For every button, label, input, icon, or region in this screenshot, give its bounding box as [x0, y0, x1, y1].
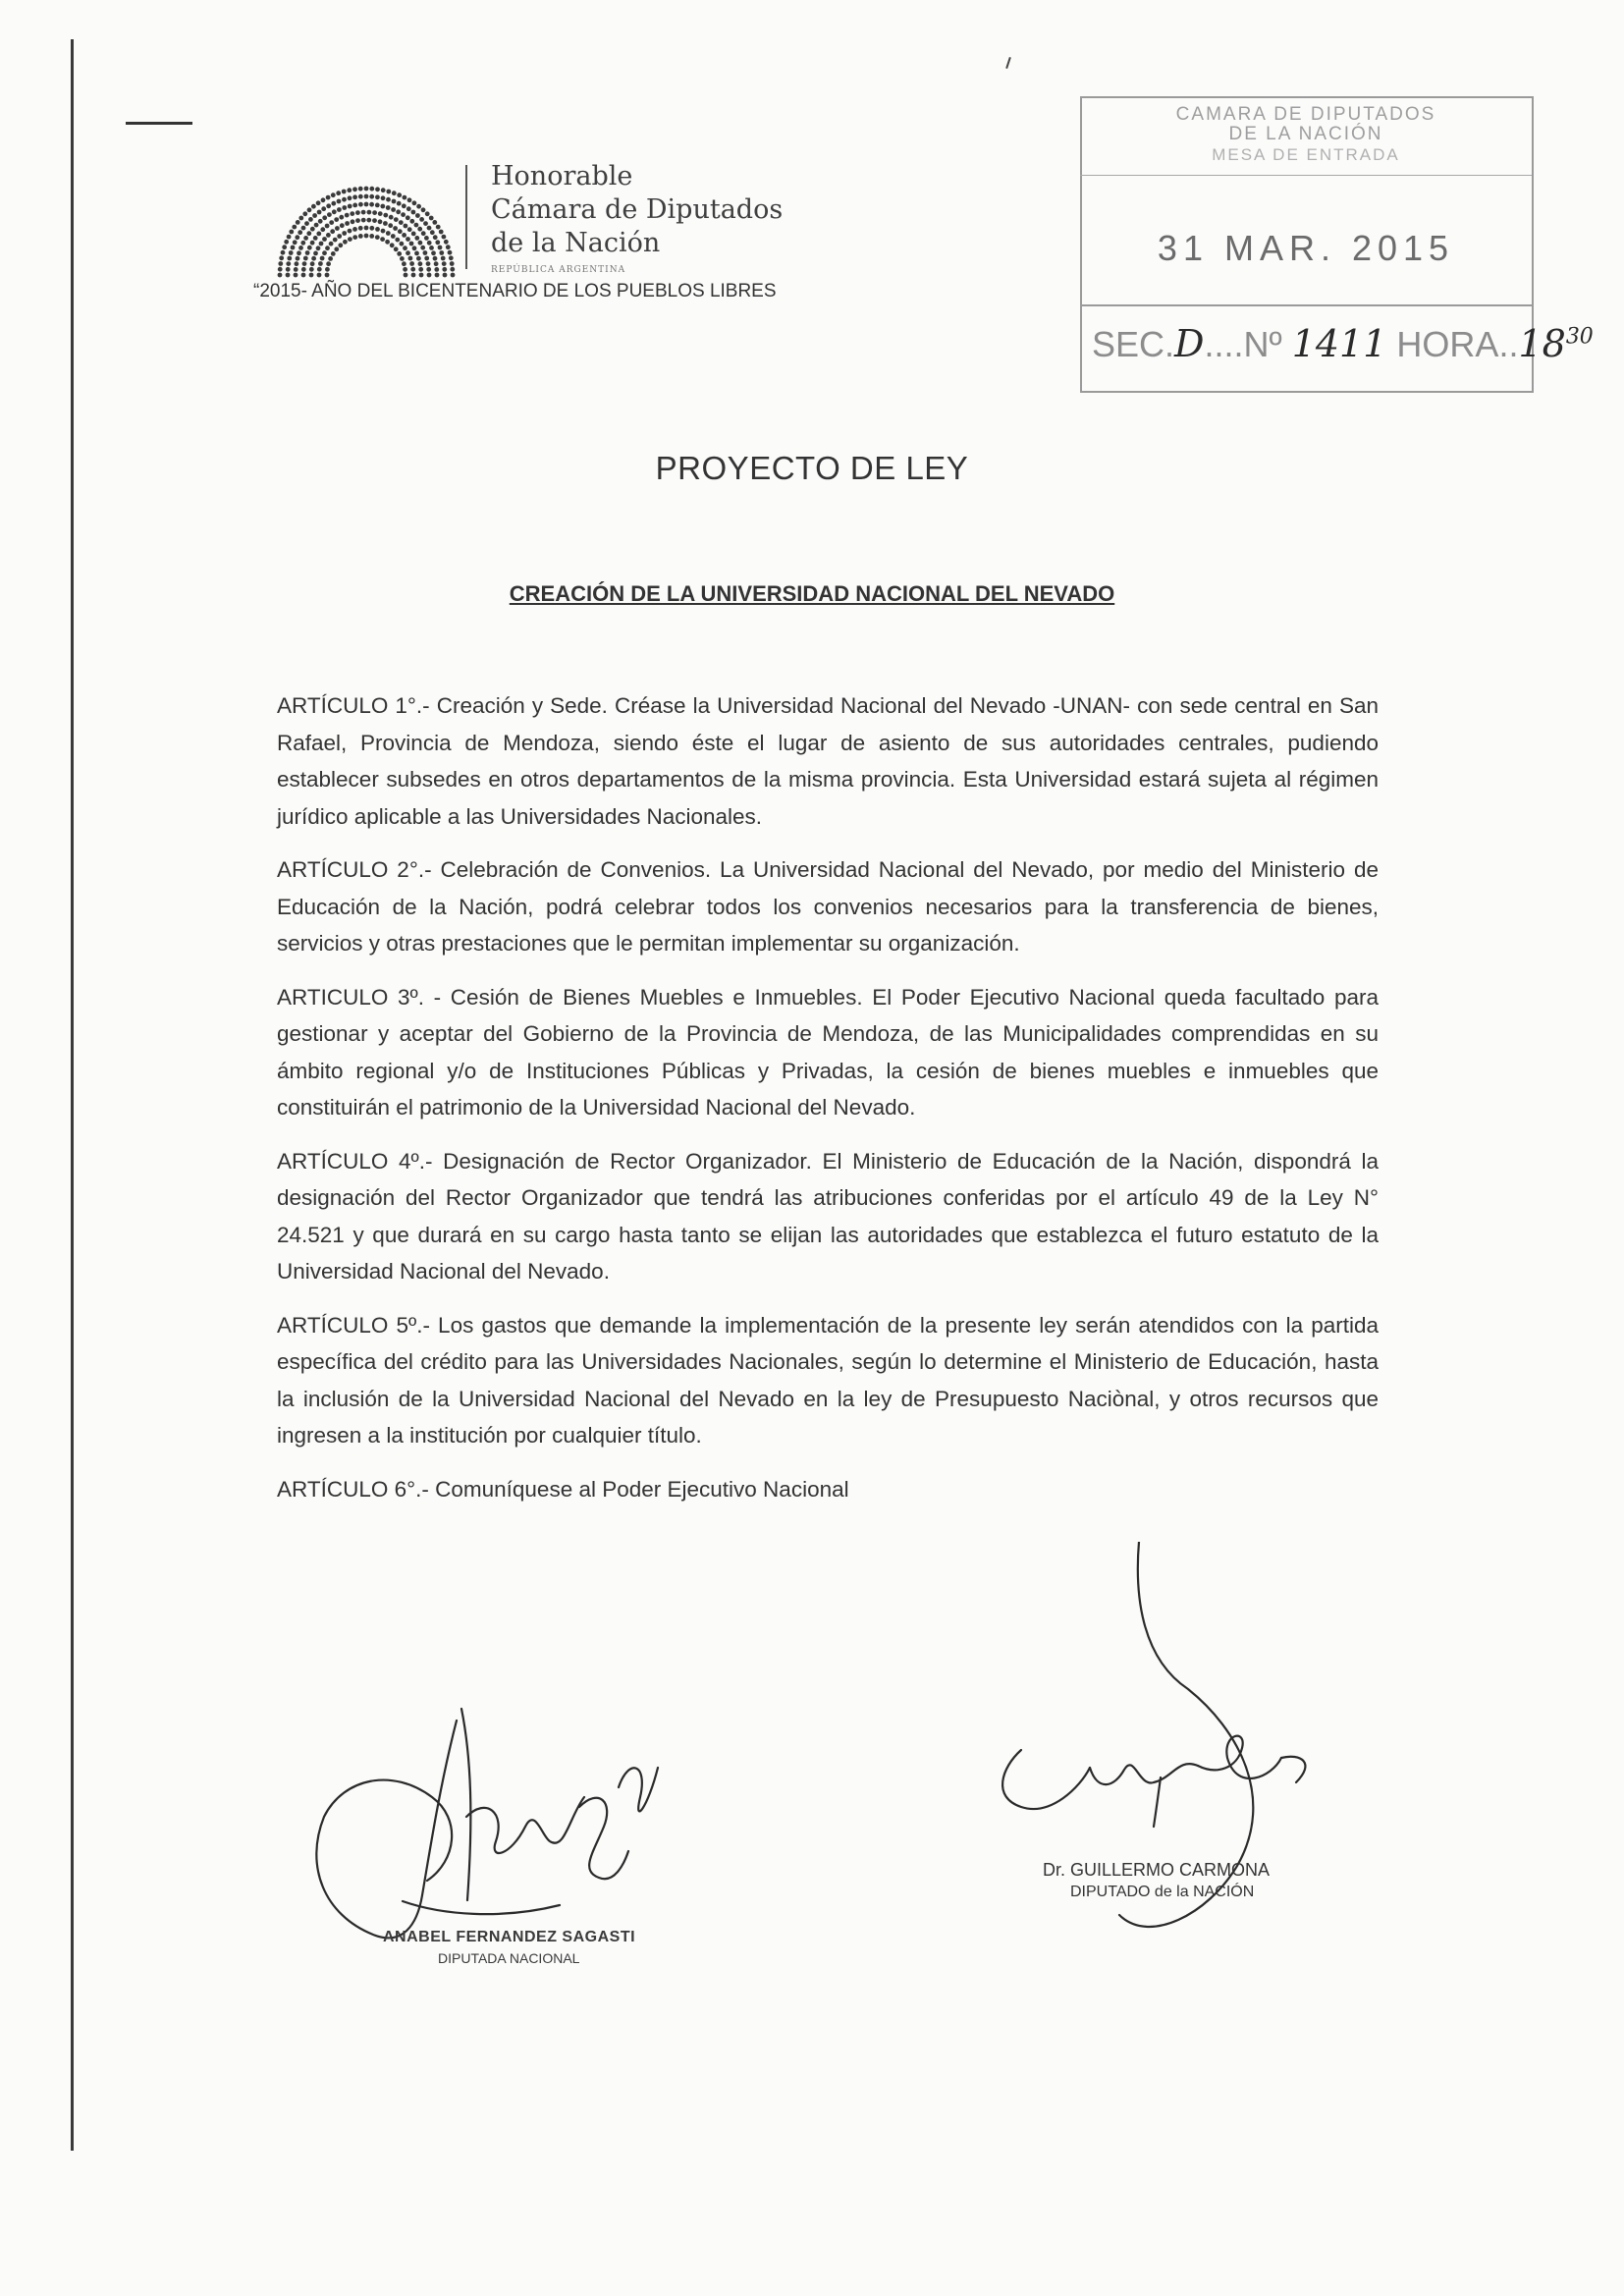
dome-dot: [369, 234, 374, 239]
dome-dot: [345, 221, 350, 226]
dome-dot: [388, 223, 393, 228]
dome-dot: [409, 219, 414, 224]
dome-dot: [287, 235, 292, 240]
dome-dot: [378, 211, 383, 216]
dome-dot: [340, 223, 345, 228]
dome-dot: [426, 261, 431, 266]
scan-mark: [126, 122, 192, 125]
scan-mark: [1005, 57, 1011, 69]
dome-dot: [380, 204, 385, 209]
dome-dot: [301, 267, 306, 272]
dome-dot: [358, 226, 363, 231]
logo-divider: [465, 165, 467, 269]
stamp-rule: [1080, 304, 1532, 306]
dome-dot: [331, 251, 336, 256]
dome-dot: [433, 235, 438, 240]
dome-dot: [298, 230, 302, 235]
dome-dot: [332, 209, 337, 214]
dome-dot: [435, 273, 440, 278]
dome-dot: [385, 240, 390, 245]
document-subtitle: CREACIÓN DE LA UNIVERSIDAD NACIONAL DEL NEVADO: [509, 581, 1115, 606]
dome-dot: [311, 256, 316, 261]
dome-dot: [369, 202, 374, 207]
dome-dot: [406, 215, 410, 220]
dome-dot: [295, 235, 299, 240]
dome-dot: [419, 217, 424, 222]
dome-dot: [333, 238, 338, 243]
dome-dot: [337, 234, 342, 239]
dome-dot: [303, 256, 308, 261]
dome-dot: [348, 237, 352, 242]
stamp-registry-line: SEC.D....Nº 1411 HORA..18$^{30}$: [1092, 322, 1594, 365]
dome-dot: [417, 227, 422, 232]
dome-dot: [313, 251, 318, 256]
dome-dot: [331, 192, 336, 197]
dome-dot: [320, 227, 325, 232]
dome-dot: [322, 215, 327, 220]
dome-dot: [450, 267, 455, 272]
dome-dot: [286, 261, 291, 266]
dome-dot: [418, 241, 423, 246]
dome-dot: [308, 217, 313, 222]
dome-dot: [350, 211, 354, 216]
dome-dot: [369, 194, 374, 199]
dome-dot: [375, 187, 380, 191]
dome-dot: [358, 187, 363, 191]
year-motto: “2015- AÑO DEL BICENTENARIO DE LOS PUEBLOS LIBRES: [253, 281, 777, 301]
dome-dot: [326, 203, 331, 208]
dome-dot: [409, 261, 414, 266]
dome-dot: [415, 213, 420, 218]
stamp-heading: MESA DE ENTRADA: [1212, 145, 1400, 164]
chamber-logo: [273, 145, 784, 289]
dome-dot: [448, 250, 453, 255]
dome-dot: [287, 256, 292, 261]
dome-dot: [401, 212, 406, 217]
signer-right-role: DIPUTADO de la NACIÓN: [1070, 1884, 1255, 1900]
dome-dot: [301, 226, 306, 231]
dome-dot: [310, 261, 315, 266]
dome-dot: [418, 261, 423, 266]
signer-left-name: ANABEL FERNANDEZ SAGASTI: [383, 1929, 636, 1945]
dome-dot: [416, 256, 421, 261]
dome-dot: [326, 233, 331, 238]
dome-dot: [337, 199, 342, 204]
dome-dot: [378, 219, 383, 224]
dome-dot: [355, 218, 360, 223]
dome-dot: [442, 267, 447, 272]
dome-dot: [410, 267, 415, 272]
dome-dot: [443, 273, 448, 278]
dome-dot: [427, 241, 432, 246]
dome-dot: [403, 246, 407, 250]
dome-dot: [403, 267, 407, 272]
dome-dot: [328, 256, 333, 261]
dome-dot: [380, 237, 385, 242]
dome-dot: [418, 267, 423, 272]
dome-dot: [432, 220, 437, 225]
dome-dot: [316, 200, 321, 205]
dome-dot: [442, 261, 447, 266]
dome-dot: [312, 213, 317, 218]
dome-dot: [364, 187, 369, 191]
dome-dot: [425, 211, 430, 216]
dome-dot: [431, 250, 436, 255]
dome-dot: [317, 267, 322, 272]
dome-dot: [381, 195, 386, 200]
dome-dot: [430, 230, 435, 235]
dome-dot: [414, 251, 419, 256]
dome-dot: [302, 261, 307, 266]
dome-dot: [345, 213, 350, 218]
dome-dot: [383, 221, 388, 226]
dome-dot: [361, 218, 366, 223]
stamp-sec-label: SEC.: [1092, 324, 1175, 364]
dome-dot: [435, 240, 440, 245]
dome-dot: [375, 194, 380, 199]
dome-dot: [450, 261, 455, 266]
dome-dot: [318, 219, 323, 224]
dome-dot: [317, 210, 322, 215]
logo-text-line: de la Nación: [491, 228, 661, 258]
dome-dot: [348, 195, 352, 200]
dome-dot: [375, 227, 380, 232]
dome-dot: [319, 242, 324, 246]
dome-dot: [434, 267, 439, 272]
dome-dot: [296, 220, 300, 225]
dome-dot: [311, 204, 316, 209]
dome-dot: [337, 207, 342, 212]
dome-dot: [390, 243, 395, 247]
dome-dot: [420, 246, 425, 250]
stamp-number-label: Nº: [1243, 324, 1282, 364]
stamp-rule: [1080, 175, 1532, 176]
dome-dot: [293, 240, 298, 245]
dome-dot: [396, 209, 401, 214]
dome-dot: [421, 231, 426, 236]
dome-dot: [361, 210, 366, 215]
dome-dot: [438, 246, 443, 250]
dome-dot: [310, 227, 315, 232]
dome-dot: [395, 238, 400, 243]
dome-dot: [278, 273, 283, 278]
dome-dot: [278, 267, 283, 272]
stamp-heading: CAMARA DE DIPUTADOS: [1175, 104, 1436, 125]
dome-dot: [383, 213, 388, 218]
dome-dot: [321, 197, 326, 202]
dome-dot: [439, 250, 444, 255]
dome-dot: [327, 212, 332, 217]
dome-dot: [358, 194, 363, 199]
logo-text-line: Honorable: [491, 161, 633, 191]
dome-dot: [326, 261, 331, 266]
dome-dot: [364, 202, 369, 207]
stamp-time-value: [1518, 322, 1593, 365]
dome-dot: [321, 206, 326, 211]
dome-dot: [292, 225, 297, 230]
dome-dot: [389, 215, 394, 220]
dome-dot: [284, 240, 289, 245]
stamp-time-label: HORA: [1396, 324, 1499, 364]
dome-dot: [330, 229, 335, 234]
dome-dot: [325, 246, 330, 250]
article-2: ARTÍCULO 2°.- Celebración de Convenios. La Universidad Nacional del Nevado, por medio del Ministerio de Educación de la Nación, podrá celebrar todos los convenios necesarios para la transferencia de bienes, servicios y otras prestaciones que le permitan implementar su organización.: [277, 857, 1379, 956]
dome-dot: [342, 205, 347, 210]
article-4: ARTÍCULO 4º.- Designación de Rector Organizador. El Ministerio de Educación de la Nación, dispondrá la designación del Rector Organizador que tendrá las atribuciones conferidas por el artículo 49 de la Ley N° 24.521 y que durará en su cargo hasta tanto se elijan las autoridades que establezca el futuro estatuto de la Universidad Nacional del Nevado.: [277, 1148, 1379, 1284]
dome-dot: [406, 250, 410, 255]
dome-dot: [322, 237, 327, 242]
dome-dot: [412, 200, 417, 205]
dome-dot: [307, 207, 312, 212]
dome-dot: [364, 226, 369, 231]
dome-dot: [352, 187, 357, 191]
dome-dot: [289, 230, 294, 235]
dome-dot: [355, 210, 360, 215]
dome-dot: [291, 246, 296, 250]
dome-dot: [424, 256, 429, 261]
dome-dot: [294, 273, 298, 278]
dome-dot: [281, 250, 286, 255]
dome-dot: [436, 225, 441, 230]
dome-dot: [338, 243, 343, 247]
dome-dot: [411, 210, 416, 215]
dome-dot: [314, 223, 319, 228]
dome-dot: [397, 251, 402, 256]
dome-dot: [421, 207, 426, 212]
dome-dot: [372, 210, 377, 215]
dome-dot: [427, 226, 432, 231]
article-5: ARTÍCULO 5º.- Los gastos que demande la implementación de la presente ley serán atendidos con la partida específica del crédito para las Universidades Nacionales, según lo determine el Ministerio de Educación, hasta la inclusión de la Universidad Nacional del Nevado en la ley de Presupuesto Naciònal, y otros recursos que ingresen a la institución por cualquier título.: [277, 1312, 1379, 1448]
dome-dot: [335, 226, 340, 231]
dome-dot: [414, 236, 419, 241]
dome-dot: [282, 245, 287, 249]
dome-dot: [433, 256, 438, 261]
dome-dot: [329, 220, 334, 225]
dome-dot: [325, 224, 330, 229]
dome-dot: [449, 255, 454, 260]
dome-dot: [364, 194, 369, 199]
dome-dot: [446, 245, 451, 249]
dome-dot: [351, 219, 355, 224]
dome-dot: [347, 188, 352, 192]
dome-dot: [451, 273, 456, 278]
dome-dot: [400, 256, 405, 261]
dome-dot: [399, 220, 404, 225]
signer-left-role: DIPUTADA NACIONAL: [438, 1950, 580, 1966]
dome-dot: [381, 229, 386, 234]
dome-dot: [289, 250, 294, 255]
dome-dot: [386, 197, 391, 202]
dome-dot: [296, 256, 300, 261]
dome-dot: [414, 223, 419, 228]
dome-dot: [406, 237, 410, 242]
dome-dot: [310, 241, 315, 246]
dome-dot: [325, 267, 330, 272]
dome-dot: [352, 203, 357, 208]
stamp-heading: DE LA NACIÓN: [1228, 124, 1383, 144]
dome-dot: [325, 273, 330, 278]
dome-dot: [294, 267, 298, 272]
dome-dot: [343, 240, 348, 245]
logo-subtext: REPÚBLICA ARGENTINA: [491, 265, 626, 275]
dome-dot: [372, 218, 377, 223]
dome-dot: [402, 203, 406, 208]
dome-dot: [400, 242, 405, 246]
dome-dot: [442, 235, 447, 240]
reception-stamp: [1080, 96, 1594, 391]
dome-dot: [298, 216, 303, 221]
dome-dot: [352, 194, 357, 199]
dome-dot: [318, 261, 323, 266]
dome-dot: [375, 203, 380, 208]
dome-dot: [386, 190, 391, 194]
stamp-date: 31 MAR. 2015: [1157, 228, 1455, 268]
dome-dot: [309, 267, 314, 272]
articles: [277, 687, 1379, 1524]
article-6: ARTÍCULO 6°.- Comuníquese al Poder Ejecutivo Nacional: [277, 1476, 849, 1502]
dome-dot: [364, 234, 369, 239]
dome-dot: [427, 273, 432, 278]
dome-dot: [298, 246, 303, 250]
dome-dot: [394, 217, 399, 222]
signer-right-name: Dr. GUILLERMO CARMONA: [1043, 1860, 1271, 1880]
dome-dot: [339, 215, 344, 220]
dome-dot: [386, 205, 391, 210]
dome-dot: [352, 227, 357, 232]
dome-dot: [309, 273, 314, 278]
dome-dot: [317, 273, 322, 278]
dome-dot: [398, 229, 403, 234]
dome-dot: [407, 197, 412, 202]
dome-dot: [286, 273, 291, 278]
dome-dot: [416, 204, 421, 209]
stamp-time-hour: 18: [1518, 322, 1566, 365]
dome-dot: [381, 188, 386, 192]
dome-dot: [412, 246, 417, 250]
dome-dot: [444, 240, 449, 245]
dome-dot: [392, 199, 397, 204]
dome-dot: [441, 256, 446, 261]
dome-dot: [336, 191, 341, 195]
dome-dot: [342, 231, 347, 236]
dome-dot: [334, 217, 339, 222]
dome-dot: [342, 190, 347, 194]
dome-dot: [316, 246, 321, 250]
dome-dot: [304, 221, 309, 226]
dome-dot: [316, 232, 321, 237]
dome-dot: [403, 195, 407, 200]
dome-dot: [375, 235, 380, 240]
dome-dot: [320, 256, 325, 261]
dome-dot: [329, 242, 334, 246]
chamber-dome-icon: [273, 145, 460, 283]
dome-dot: [297, 250, 301, 255]
dome-dot: [303, 236, 308, 241]
dome-dot: [369, 226, 374, 231]
dome-dot: [348, 204, 352, 209]
dome-dot: [307, 246, 312, 250]
dome-dot: [322, 250, 327, 255]
dome-dot: [434, 261, 439, 266]
dome-dot: [406, 206, 411, 211]
dome-dot: [426, 267, 431, 272]
stamp-number-value: 1411: [1291, 322, 1387, 365]
dome-dot: [404, 273, 408, 278]
scan-edge: [71, 39, 74, 2151]
dome-dot: [407, 227, 412, 232]
dome-dot: [369, 187, 374, 191]
dome-dot: [419, 273, 424, 278]
dome-dot: [348, 229, 352, 234]
dome-dot: [429, 216, 434, 221]
dome-dot: [391, 207, 396, 212]
dome-dot: [358, 202, 363, 207]
dome-dot: [404, 224, 408, 229]
dome-dot: [358, 234, 363, 239]
dome-dot: [301, 273, 306, 278]
dome-dot: [423, 221, 428, 226]
dome-dot: [313, 236, 318, 241]
logo-text-line: Cámara de Diputados: [491, 194, 784, 225]
dome-dot: [386, 231, 391, 236]
article-3: ARTICULO 3º. - Cesión de Bienes Muebles e Inmuebles. El Poder Ejecutivo Nacional queda facultado para gestionar y aceptar del Gobierno de la Provincia de Mendoza, de las Municipalidades comprendidas en su ámbito regional y/o de Instituciones Públicas y Privadas, la cesión de bienes muebles e inmuebles que constituirán el patrimonio de la Universidad Nacional del Nevado.: [277, 984, 1379, 1120]
dome-dot: [402, 261, 406, 266]
dome-dot: [352, 235, 357, 240]
dome-dot: [286, 267, 291, 272]
article-1: ARTÍCULO 1°.- Creación y Sede. Créase la Universidad Nacional del Nevado -UNAN- con sede central en San Rafael, Provincia de Mendoza, siendo éste el lugar de asiento de sus autoridades centrales, pudiendo establecer subsedes en otros departamentos de la misma provincia. Esta Universidad estará sujeta al régimen jurídico aplicable a las Universidades Nacionales.: [277, 693, 1379, 829]
dome-dot: [295, 261, 299, 266]
dome-dot: [402, 233, 406, 238]
dome-dot: [429, 246, 434, 250]
dome-dot: [409, 242, 414, 246]
dome-dot: [302, 211, 307, 216]
dome-dot: [394, 246, 399, 251]
dome-dot: [326, 195, 331, 200]
dome-dot: [408, 256, 413, 261]
dome-dot: [366, 218, 371, 223]
dome-dot: [397, 201, 402, 206]
dome-dot: [424, 236, 429, 241]
dome-dot: [439, 230, 444, 235]
dome-dot: [278, 261, 283, 266]
dome-dot: [279, 255, 284, 260]
dome-dot: [305, 250, 310, 255]
dome-dot: [411, 273, 416, 278]
dome-dot: [423, 250, 428, 255]
dome-dot: [306, 231, 311, 236]
document-title: PROYECTO DE LEY: [655, 450, 969, 486]
dome-dot: [397, 192, 402, 197]
stamp-sec-value: D: [1174, 322, 1205, 365]
dome-dot: [331, 201, 336, 206]
dome-dot: [391, 234, 396, 239]
stamp-time-minutes: 30: [1565, 324, 1594, 350]
dome-dot: [342, 197, 347, 202]
dome-dot: [334, 246, 339, 251]
dome-dot: [367, 210, 372, 215]
dome-dot: [393, 226, 398, 231]
dome-dot: [300, 241, 305, 246]
dome-dot: [392, 191, 397, 195]
dome-dot: [411, 232, 416, 237]
